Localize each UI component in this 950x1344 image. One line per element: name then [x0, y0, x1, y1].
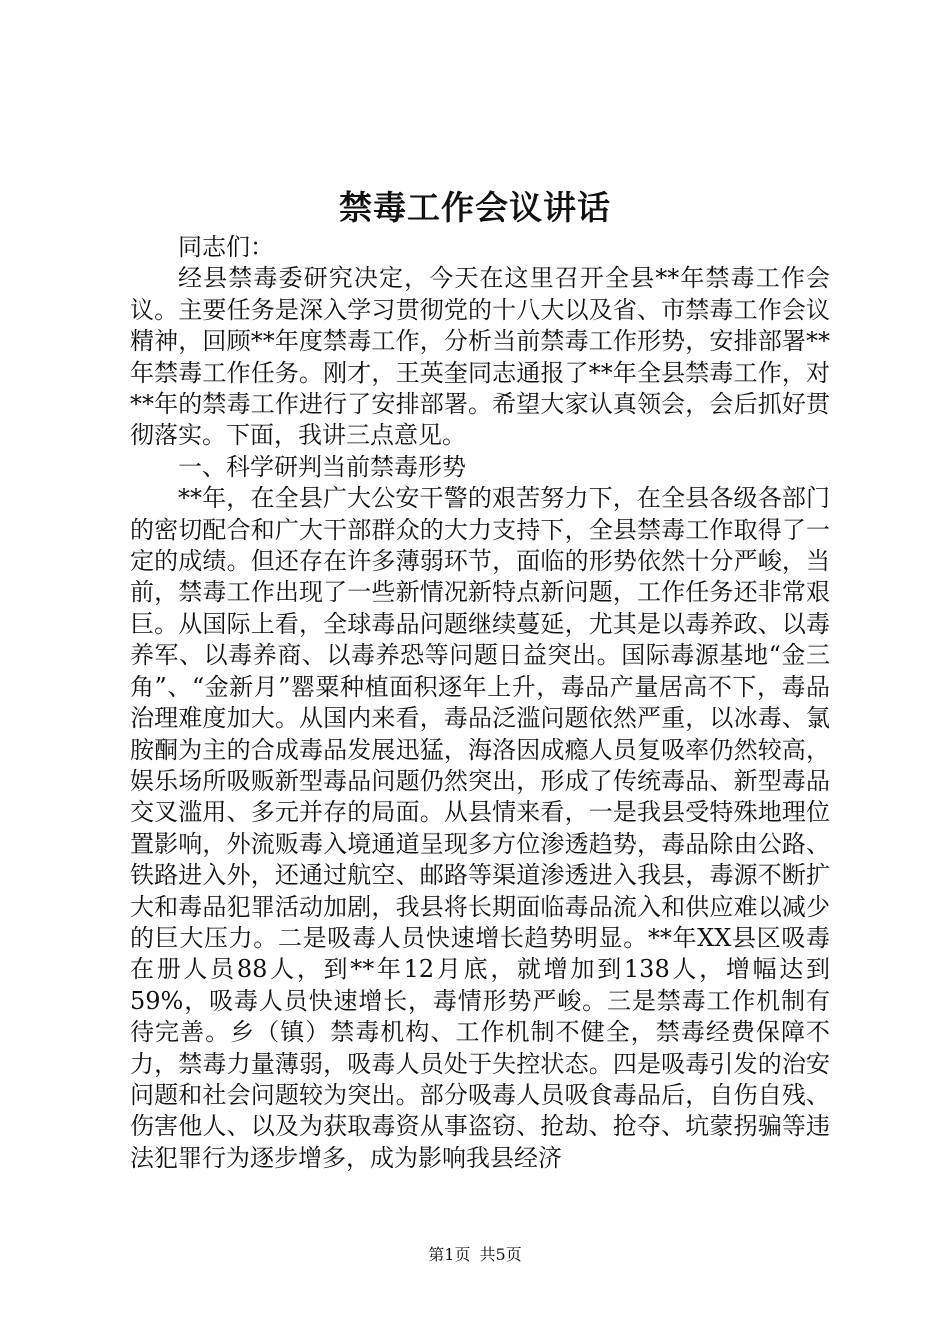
- salutation: 同志们：: [178, 233, 274, 261]
- paragraph-intro: 经县禁毒委研究决定，今天在这里召开全县**年禁毒工作会议。主要任务是深入学习贯彻党的十八大以及省、市禁毒工作会议精神，回顾**年度禁毒工作，分析当前禁毒工作形势，安排部署**年禁毒工作任务。刚才，王英奎同志通报了**年全县禁毒工作，对**年的禁毒工作进行了安排部署。希望大家认真领会，会后抓好贯彻落实。下面，我讲三点意见。: [130, 264, 830, 450]
- page-total: 共5页: [479, 1245, 522, 1264]
- document-body: [130, 232, 830, 1174]
- document-title: 禁毒工作会议讲话: [339, 188, 611, 227]
- page-footer: [0, 1243, 950, 1267]
- paragraph-situation: **年，在全县广大公安干警的艰苦努力下，在全县各级各部门的密切配合和广大干部群众的大力支持下，全县禁毒工作取得了一定的成绩。但还存在许多薄弱环节，面临的形势依然十分严峻，当前，禁毒工作出现了一些新情况新特点新问题，工作任务还非常艰巨。从国际上看，全球毒品问题继续蔓延，尤其是以毒养政、以毒养军、以毒养商、以毒养恐等问题日益突出。国际毒源基地“金三角”、“金新月”罂粟种植面积逐年上升，毒品产量居高不下，毒品治理难度加大。从国内来看，毒品泛滥问题依然严重，以冰毒、氯胺酮为主的合成毒品发展迅猛，海洛因成瘾人员复吸率仍然较高，娱乐场所吸贩新型毒品问题仍然突出，形成了传统毒品、新型毒品交叉滥用、多元并存的局面。从县情来看，一是我县受特殊地理位置影响，外流贩毒入境通道呈现多方位渗透趋势，毒品除由公路、铁路进入外，还通过航空、邮路等渠道渗透进入我县，毒源不断扩大和毒品犯罪活动加剧，我县将长期面临毒品流入和供应难以减少的巨大压力。二是吸毒人员快速增长趋势明显。**年XX县区吸毒在册人员88人，到**年12月底，就增加到138人，增幅达到59%，吸毒人员快速增长，毒情形势严峻。三是禁毒工作机制有待完善。乡（镇）禁毒机构、工作机制不健全，禁毒经费保障不力，禁毒力量薄弱，吸毒人员处于失控状态。四是吸毒引发的治安问题和社会问题较为突出。部分吸毒人员吸食毒品后，自伤自残、伤害他人、以及为获取毒资从事盗窃、抢劫、抢夺、坑蒙拐骗等违法犯罪行为逐步增多，成为影响我县经济: [130, 484, 830, 1172]
- section-heading: 一、科学研判当前禁毒形势: [178, 452, 466, 481]
- page-number: 第1页: [428, 1245, 471, 1264]
